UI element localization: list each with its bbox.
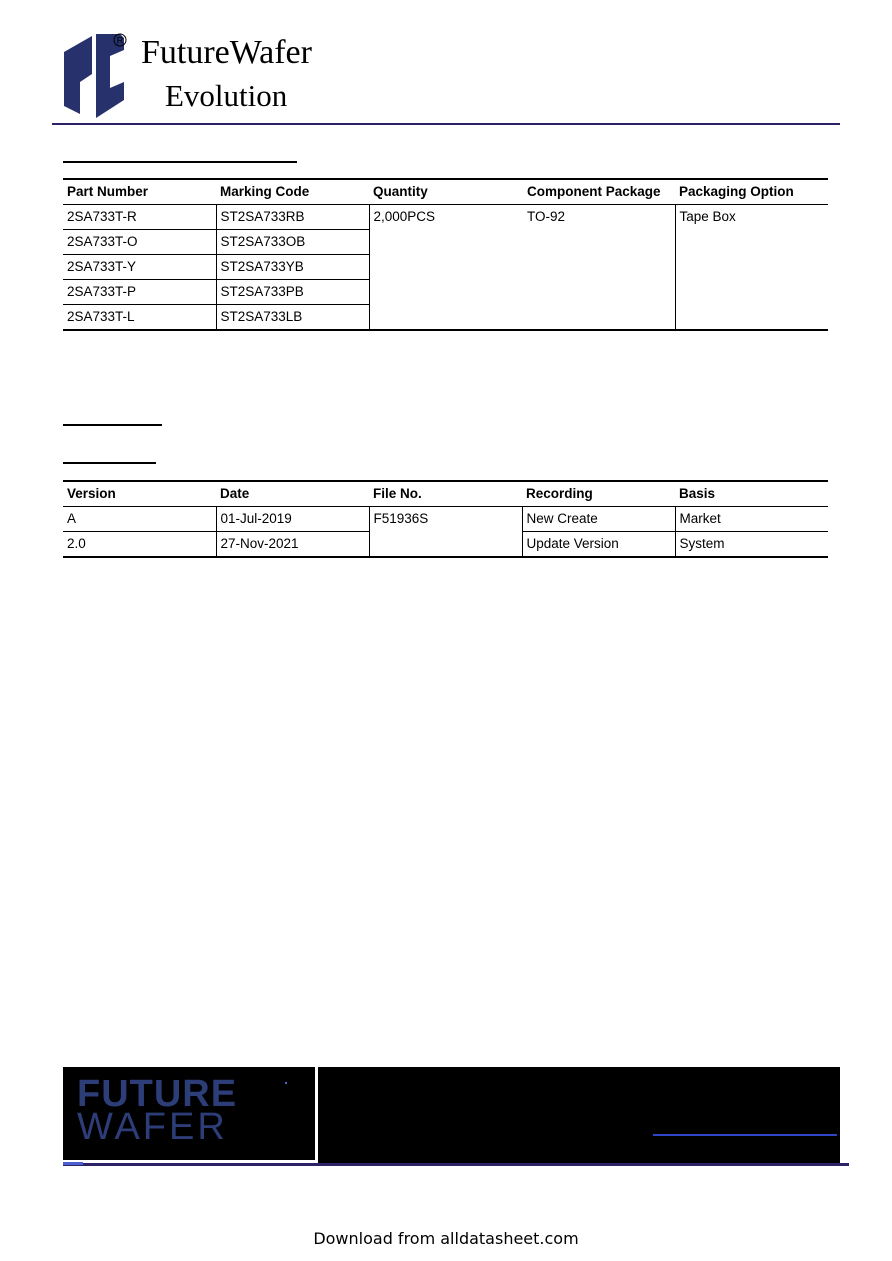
brand-name: FutureWafer [141, 34, 312, 71]
basis-cell: Market [675, 507, 828, 532]
column-header: Part Number [63, 179, 216, 205]
revision-section-rule [63, 424, 162, 426]
footer-dot-icon [285, 1082, 287, 1084]
footer-wordmark-future: FUTURE [77, 1073, 238, 1115]
marking-code-cell: ST2SA733PB [216, 280, 369, 305]
download-link[interactable]: Download from alldatasheet.com [313, 1229, 579, 1248]
part-number-cell: 2SA733T-L [63, 305, 216, 331]
future-wafer-logo-icon [62, 30, 142, 122]
ordering-table [63, 178, 828, 331]
file-no-cell: F51936S [369, 507, 522, 558]
footer-link-underline [653, 1134, 837, 1136]
registered-mark: R [116, 35, 124, 46]
date-cell: 27-Nov-2021 [216, 532, 369, 558]
marking-code-cell: ST2SA733YB [216, 255, 369, 280]
footer-bottom-accent [63, 1162, 83, 1165]
column-header: Recording [522, 481, 675, 507]
column-header: Version [63, 481, 216, 507]
basis-cell: System [675, 532, 828, 558]
version-cell: 2.0 [63, 532, 216, 558]
table-row [63, 205, 828, 230]
recording-cell: Update Version [522, 532, 675, 558]
date-cell: 01-Jul-2019 [216, 507, 369, 532]
revision-table-header [63, 481, 828, 507]
marking-code-cell: ST2SA733LB [216, 305, 369, 331]
footer-wordmark-wafer: WAFER [77, 1106, 228, 1148]
revision-subsection-rule [63, 462, 156, 464]
footer-info-panel [318, 1067, 840, 1163]
header-divider [52, 123, 840, 125]
marking-code-cell: ST2SA733OB [216, 230, 369, 255]
column-header: Packaging Option [675, 179, 828, 205]
marking-code-cell: ST2SA733RB [216, 205, 369, 230]
column-header: File No. [369, 481, 522, 507]
version-cell: A [63, 507, 216, 532]
column-header: Basis [675, 481, 828, 507]
ordering-section-rule [63, 161, 297, 163]
ordering-table-header [63, 179, 828, 205]
column-header: Marking Code [216, 179, 369, 205]
table-row [63, 507, 828, 532]
revision-table [63, 480, 828, 558]
quantity-cell: 2,000PCS [369, 205, 523, 331]
column-header: Date [216, 481, 369, 507]
packaging-option-cell: Tape Box [675, 205, 828, 331]
part-number-cell: 2SA733T-P [63, 280, 216, 305]
footer-bottom-divider [63, 1163, 849, 1166]
part-number-cell: 2SA733T-Y [63, 255, 216, 280]
part-number-cell: 2SA733T-R [63, 205, 216, 230]
package-cell: TO-92 [523, 205, 675, 331]
column-header: Component Package [523, 179, 675, 205]
brand-tagline: Evolution [165, 78, 288, 113]
part-number-cell: 2SA733T-O [63, 230, 216, 255]
column-header: Quantity [369, 179, 523, 205]
recording-cell: New Create [522, 507, 675, 532]
